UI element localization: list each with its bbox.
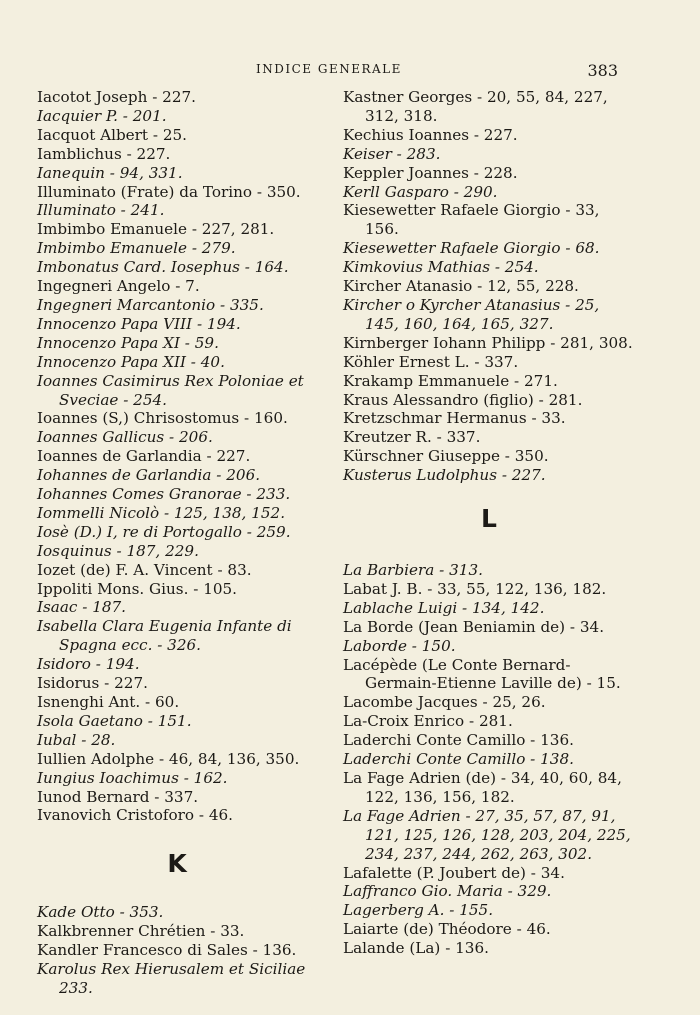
index-entry: Kiesewetter Rafaele Giorgio - 33, 156. <box>343 201 600 239</box>
page-header <box>0 62 700 82</box>
index-entry: Iacotot Joseph - 227. <box>37 88 197 106</box>
index-entry: Kreutzer R. - 337. <box>343 428 481 447</box>
entries-k-right <box>343 88 635 485</box>
index-entry: Illuminato - 241. <box>37 201 165 220</box>
index-entry: Laborde - 150. <box>343 636 456 655</box>
entries-i <box>37 88 317 825</box>
index-entry: Isidoro - 194. <box>37 655 140 674</box>
index-entry: La Borde (Jean Beniamin de) - 34. <box>343 617 605 636</box>
index-entry: Karolus Rex Hierusalem et Siciliae 233. <box>37 960 306 997</box>
running-title: INDICE GENERALE <box>256 62 402 76</box>
index-entry: La Barbiera - 313. <box>343 561 483 580</box>
index-entry: Lacépède (Le Conte Bernard-Germain-Etienne Laville de) - 15. <box>343 655 621 693</box>
index-entry: Köhler Ernest L. - 337. <box>343 352 519 371</box>
index-entry: Kürschner Giuseppe - 350. <box>343 447 549 466</box>
index-entry: Iosè (D.) I, re di Portogallo - 259. <box>37 522 291 541</box>
index-entry: Ingegneri Angelo - 7. <box>37 277 200 296</box>
index-entry: Kraus Alessandro (figlio) - 281. <box>343 390 583 409</box>
index-entry: Kalkbrenner Chrétien - 33. <box>37 922 245 941</box>
index-entry: Laderchi Conte Camillo - 136. <box>343 731 574 750</box>
index-entry: Keiser - 283. <box>343 144 441 163</box>
index-entry: Labat J. B. - 33, 55, 122, 136, 182. <box>343 579 607 598</box>
index-entry: Isaac - 187. <box>37 598 127 617</box>
index-entry: Iohannes de Garlandia - 206. <box>37 466 261 485</box>
index-entry: Kircher o Kyrcher Atanasius - 25, 145, 160, 164, 165, 327. <box>343 295 600 333</box>
index-entry: Lafalette (P. Joubert de) - 34. <box>343 863 565 882</box>
index-entry: La Fage Adrien (de) - 34, 40, 60, 84, 122, 136, 156, 182. <box>343 769 622 806</box>
index-entry: Laderchi Conte Camillo - 138. <box>343 750 574 769</box>
index-entry: Iacquot Albert - 25. <box>37 125 187 144</box>
index-entry: Isnenghi Ant. - 60. <box>37 693 180 711</box>
index-entry: Iommelli Nicolò - 125, 138, 152. <box>37 503 286 522</box>
index-entry: Kechius Ioannes - 227. <box>343 125 518 144</box>
index-entry: Iacquier P. - 201. <box>37 106 167 125</box>
index-entry: Isola Gaetano - 151. <box>37 711 192 730</box>
page-number: 383 <box>587 61 618 80</box>
index-entry: Kade Otto - 353. <box>37 903 164 922</box>
index-entry: Iozet (de) F. A. Vincent - 83. <box>37 560 252 579</box>
section-letter-l: L <box>481 504 497 534</box>
index-entry: Laffranco Gio. Maria - 329. <box>343 882 552 901</box>
index-entry: Imbonatus Card. Iosephus - 164. <box>37 258 289 277</box>
index-entry: Innocenzo Papa XII - 40. <box>37 352 225 371</box>
index-entry: La Fage Adrien - 27, 35, 57, 87, 91, 121, 125, 126, 128, 203, 204, 225, 234, 237, 244, 262, 263, 302. <box>343 806 631 863</box>
index-entry: Kiesewetter Rafaele Giorgio - 68. <box>343 239 600 258</box>
index-entry: Illuminato (Frate) da Torino - 350. <box>37 182 301 201</box>
left-column <box>37 88 317 998</box>
index-entry: Iohannes Comes Granorae - 233. <box>37 485 291 504</box>
index-entry: Krakamp Emmanuele - 271. <box>343 371 558 390</box>
index-entry: Ioannes Casimirus Rex Poloniae et Sveciae - 254. <box>37 371 304 409</box>
index-entry: Isabella Clara Eugenia Infante di Spagna ecc. - 326. <box>37 617 292 655</box>
index-entry: Kircher Atanasio - 12, 55, 228. <box>343 277 579 296</box>
index-entry: Kimkovius Mathias - 254. <box>343 258 539 277</box>
index-entry: Isidorus - 227. <box>37 674 148 693</box>
index-entry: Ingegneri Marcantonio - 335. <box>37 295 264 314</box>
index-entry: Imbimbo Emanuele - 227, 281. <box>37 220 275 239</box>
index-entry: Kandler Francesco di Sales - 136. <box>37 941 297 960</box>
index-entry: Ippoliti Mons. Gius. - 105. <box>37 579 238 598</box>
right-column <box>343 88 635 958</box>
index-entry: Lacombe Jacques - 25, 26. <box>343 693 546 712</box>
index-entry: Iubal - 28. <box>37 730 116 749</box>
section-letter-k: K <box>167 849 187 879</box>
index-entry: Innocenzo Papa XI - 59. <box>37 333 219 352</box>
index-entry: Ianequin - 94, 331. <box>37 163 183 182</box>
index-entry: Iamblichus - 227. <box>37 144 171 163</box>
index-entry: Kretzschmar Hermanus - 33. <box>343 409 566 428</box>
index-entry: Keppler Joannes - 228. <box>343 163 518 182</box>
index-entry: Imbimbo Emanuele - 279. <box>37 239 236 258</box>
index-entry: Ivanovich Cristoforo - 46. <box>37 806 233 825</box>
index-entry: Ioannes (S,) Chrisostomus - 160. <box>37 409 288 428</box>
index-entry: Kerll Gasparo - 290. <box>343 182 498 201</box>
index-entry: Lagerberg A. - 155. <box>343 901 494 920</box>
index-entry: Kirnberger Iohann Philipp - 281, 308. <box>343 333 633 352</box>
index-entry: Lalande (La) - 136. <box>343 939 489 958</box>
index-entry: Kastner Georges - 20, 55, 84, 227, 312, 318. <box>343 88 608 125</box>
index-entry: Laiarte (de) Théodore - 46. <box>343 920 551 939</box>
entries-l <box>343 561 635 958</box>
index-entry: Iungius Ioachimus - 162. <box>37 768 228 787</box>
index-entry: Iosquinus - 187, 229. <box>37 541 199 560</box>
entries-k-left <box>37 903 317 998</box>
index-entry: La-Croix Enrico - 281. <box>343 712 513 731</box>
index-entry: Ioannes de Garlandia - 227. <box>37 447 251 466</box>
index-entry: Ioannes Gallicus - 206. <box>37 428 213 447</box>
index-entry: Kusterus Ludolphus - 227. <box>343 466 546 485</box>
index-entry: Lablache Luigi - 134, 142. <box>343 598 545 617</box>
index-entry: Innocenzo Papa VIII - 194. <box>37 314 241 333</box>
index-entry: Iunod Bernard - 337. <box>37 787 199 806</box>
index-entry: Iullien Adolphe - 46, 84, 136, 350. <box>37 749 300 768</box>
